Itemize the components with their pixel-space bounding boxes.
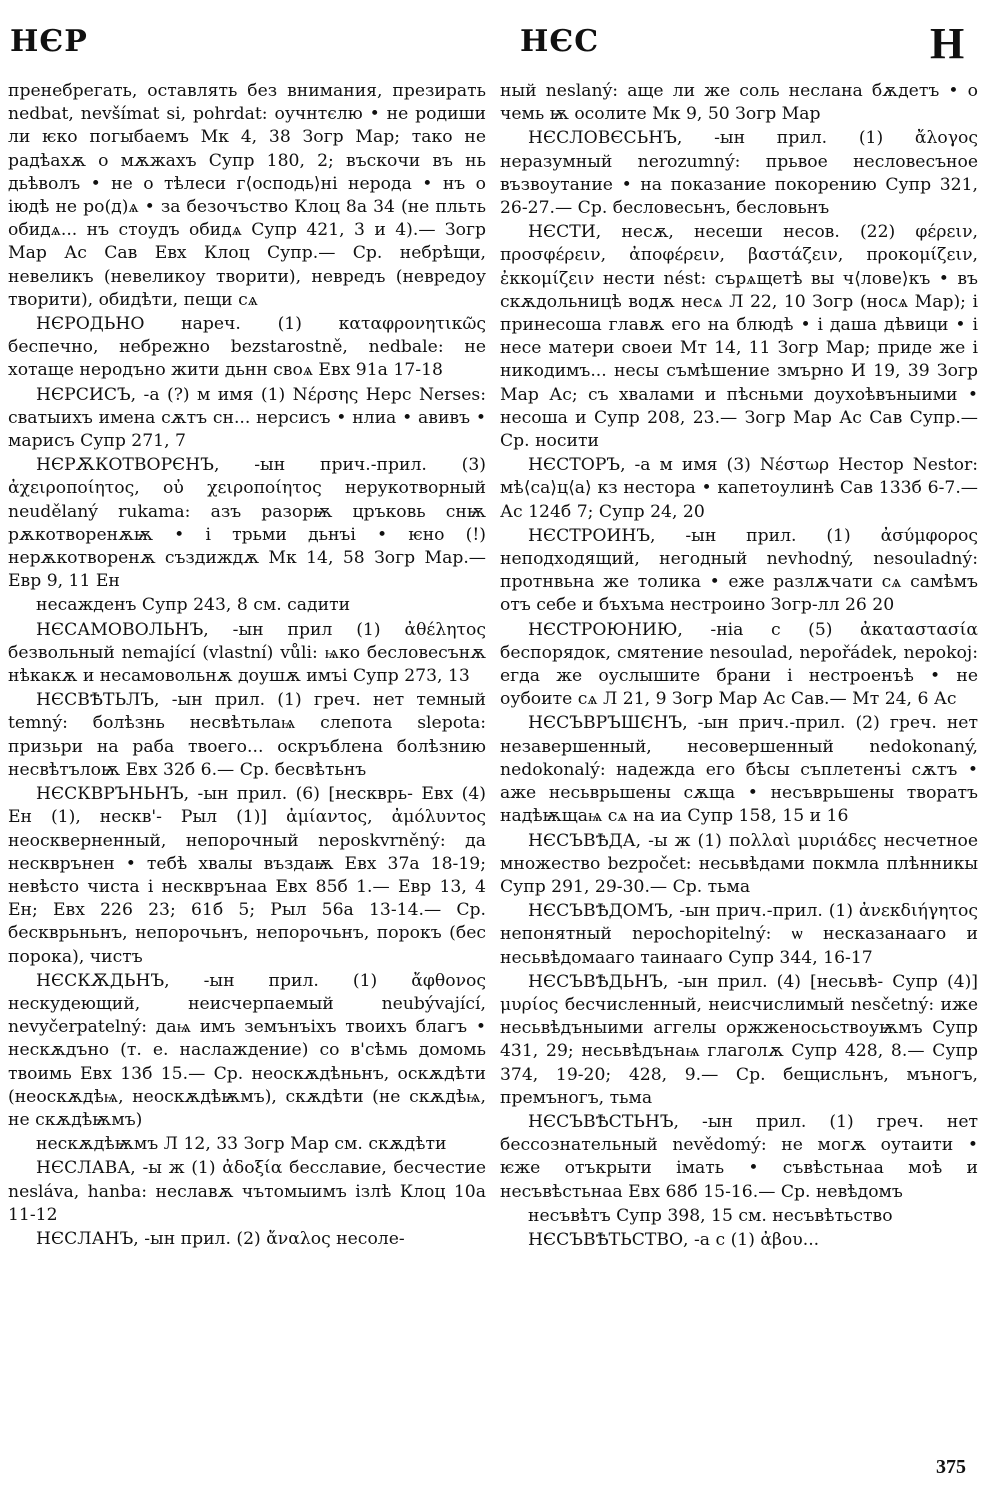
dictionary-entry: НЄСТИ, несѫ, несеши несов. (22) φέρειν, προσφέρειν, ἀποφέρειν, βαστάζειν, προκομίζειν, ἐκκομίζειν нести nést: сърѧщетѣ вы ч⟨лове⟩къ • въ скѫдольницѣ водѫ несѧ Л 22, 10 Зогр (носѧ Мар); і принесоша главѫ его на блюдѣ • і даша дѣвици • і несе матери своеи Мт 14, 11 Зогр Мар; приде же і никодимъ... несы съмѣшение змърно И 19, 39 Зогр Мар Ас; съ хвалами и пѣсньми доухоѣвъныими • несоша и Супр 208, 23.— Зогр Мар Ас Сав Супр.— Ср. носити bbox=[500, 222, 978, 452]
dictionary-entry: НЄСЪВѢДОМЪ, -ын прич.-прил. (1) ἀνεκδιήγητος непонятный nepochopitelný: ѡ несказанааго и несьвѣдомааго таинааго Супр 344, 16-17 bbox=[500, 901, 978, 968]
page-number: 375 bbox=[936, 1456, 966, 1478]
right-column bbox=[500, 80, 978, 1253]
dictionary-entry: несажденъ Супр 243, 8 см. садити bbox=[36, 595, 351, 616]
dictionary-entry: НЄСАМОВОЛЬНЪ, -ын прил (1) ἀθέλητος безвольный nemající (vlastní) vůli: ѩко бесловесънѫ нѣкакѫ и несамовольнѫ доушѫ имъі Супр 273, 13 bbox=[8, 619, 486, 687]
dictionary-entry: НЄСЪВРЪШЄНЪ, -ын прич.-прил. (2) греч. нет незавершенный, несовершенный nedokonaný, nedokonalý: надежда его бѣсы съплетенъі сѫтъ • аже несьврьшены сѫща • несъврьшены творатъ надѣѭщаѩ сѧ на иа Супр 158, 15 и 16 bbox=[500, 713, 978, 827]
dictionary-entry: нескѫдѣѭмъ Л 12, 33 Зогр Мар см. скѫдѣти bbox=[36, 1134, 447, 1155]
section-letter: Н bbox=[930, 19, 965, 68]
dictionary-entry: НЄСКВРЪНЬНЪ, -ын прил. (6) [нескврь- Евх (4) Ен (1), нескв'- Рыл (1)] ἀμίαντος, ἀμόλυντος неоскверненный, непорочный neposkvrněný: да нескврънен • тебѣ хвалы въздаѭ Евх 37а 18-19; невѣсто чиста і нескврънаа Евх 85б 1.— Евр 13, 4 Ен; Евх 226 23; 61б 5; Рыл 56а 13-14.— Ср. бескврьньнъ, непорочьнъ, непорочьнъ, порокъ (бес порока), чистъ bbox=[8, 784, 486, 967]
dictionary-entry: НЄСЛАНЪ, -ын прил. (2) ἄναλος несоле- bbox=[36, 1228, 405, 1249]
running-head-left: НЄР bbox=[10, 24, 88, 59]
dictionary-entry: НЄСТОРЪ, -а м имя (3) Νέστωρ Нестор Nestor: мѣ⟨са⟩ц⟨а⟩ кз нестора • капетоулинѣ Сав 133б 6-7.— Ас 124б 7; Супр 24, 20 bbox=[500, 455, 978, 522]
dictionary-entry: НЄСЛОВЄСЬНЪ, -ын прил. (1) ἄλογος неразумный nerozumný: прьвое несловесъное възвоутание • на показание покорению Супр 321, 26-27.— Ср. бесловесьнъ, бесловьнъ bbox=[500, 128, 978, 219]
running-head-center: НЄС bbox=[520, 24, 600, 59]
dictionary-entry: НЄРСИСЪ, -а (?) м имя (1) Νέρσης Нерс Nerses: сватыихъ имена сѫтъ сн... нерсисъ • нлиа • авивъ • марисъ Супр 271, 7 bbox=[8, 384, 486, 452]
dictionary-entry: НЄСЪВѢДА, -ы ж (1) πολλαὶ μυριάδες несчетное множество bezpočet: несьвѣдами покмла плѣнникы Супр 291, 29-30.— Ср. тьма bbox=[500, 830, 978, 897]
dictionary-entry: несъвѣтъ Супр 398, 15 см. несъвѣтьство bbox=[528, 1205, 893, 1226]
dictionary-entry: НЄСТРОИНЪ, -ын прил. (1) ἀσύμφορος неподходящий, негодный nevhodný, nesouladný: протнвьна же толика • еже разлѫчати сѧ самѣмъ отъ себе и бъхъма нестроино Зогр-лл 26 20 bbox=[500, 525, 978, 616]
dictionary-entry: НЄСТРОЮНИЮ, -ніа с (5) ἀκαταστασία беспорядок, смятение nesoulad, nepořádek, nepokoj: егда же оуслышите брани і нестроенъѣ • не оубоите сѧ Л 21, 9 Зогр Мар Ас Сав.— Мт 24, 6 Ас bbox=[500, 619, 978, 710]
dictionary-entry: НЄСЪВѢТЬСТВО, -а с (1) ἀβου... bbox=[528, 1229, 820, 1250]
dictionary-entry: НЄСЪВѢДЬНЪ, -ын прил. (4) [несьвѣ- Супр (4)] μυρίος бесчисленный, неисчислимый nesčetný: иже несьвѣдъныими аггелы оржженосьствоуѭмъ Супр 431, 29; несьвѣдънаѩ глаголѫ Супр 428, 8.— Супр 374, 19-20; 428, 9.— Ср. бещисльнъ, мъногъ, премъногъ, тьма bbox=[500, 971, 978, 1108]
dictionary-entry: НЄРѪКОТВОРЄНЪ, -ын прич.-прил. (3) ἀχειροποίητος, οὐ χειροποίητος нерукотворный neudělaný rukama: азъ разорѭ цръковь снѭ рѫкотворенѫѭ • і трьми дьнъі • ѥно (!) нерѫкотворенѫ създиждѫ Мк 14, 58 Зогр Мар.— Евр 9, 11 Ен bbox=[8, 455, 486, 592]
dictionary-entry: НЄСКѪДЬНЪ, -ын прил. (1) ἄφθονος нескудеющий, неисчерпаемый neubývající, nevyčerpatelný: даѩ имъ земънъіхъ твоихъ благъ • нескѫдъно (т. е. наслаждение) со в'сѣмь домомь твоимь Евх 13б 15.— Ср. неоскѫдѣньнъ, оскѫдѣти (неоскѫдѣѩ, неоскѫдѣѭмъ), скѫдѣти (не скѫдѣѩ, не скѫдѣѭмъ) bbox=[8, 970, 486, 1130]
dictionary-entry: ный neslaný: аще ли же соль неслана бѫдетъ • о чемь ѭ осолите Мк 9, 50 Зогр Мар bbox=[500, 81, 978, 125]
dictionary-entry: НЄСВѢТЬЛЪ, -ын прил. (1) греч. нет темный temný: болѣзнь несвѣтьлаѩ слепота slepota: призьри на раба твоего... оскръблена болѣзнию несвѣтълоѭ Евх 32б 6.— Ср. бесвѣтьнъ bbox=[8, 690, 486, 780]
dictionary-entry: НЄСЛАВА, -ы ж (1) ἀδοξία бесславие, бесчестие nesláva, hanba: неславѫ чътомыимъ ізлѣ Клоц 10а 11-12 bbox=[8, 1158, 486, 1225]
dictionary-entry: пренебрегать, оставлять без внимания, презирать nedbat, nevšímat si, pohrdat: оучнтєлю • не родиши ли ѥко погыбаемъ Мк 4, 38 Зогр Мар; тако не радѣахѫ о мѫжахъ Супр 180, 2; въскочи въ нь дьѣволъ • не о тѣлеси г⟨осподь⟩ні нерода • нъ о іюдѣ не ро(д)ѧ • за безочъство Клоц 8а 34 (не пльть обидѧ... нъ стоудъ обидѧ Супр 421, 3 и 4).— Зогр Мар Ас Сав Евх Клоц Супр.— Ср. небрѣщи, невеликъ (невеликоу творити), невредъ (невредоу творити), обидѣти, пещи сѧ bbox=[8, 81, 486, 310]
dictionary-entry: НЄСЪВѢСТЬНЪ, -ын прил. (1) греч. нет бессознательный nevědomý: не могѫ оутаити • ѥже отъкрыти імать • съвѣстьнаа моѣ и несъвѣстьнаа Евх 68б 15-16.— Ср. невѣдомъ bbox=[500, 1111, 978, 1202]
running-head bbox=[0, 18, 1000, 68]
dictionary-entry: НЄРОДЬНО нареч. (1) καταφρονητικῶς беспечно, небрежно bezstarostně, nedbale: не хотаще неродъно жити дьнн своѧ Евх 91а 17-18 bbox=[8, 314, 486, 381]
left-column bbox=[8, 80, 486, 1252]
